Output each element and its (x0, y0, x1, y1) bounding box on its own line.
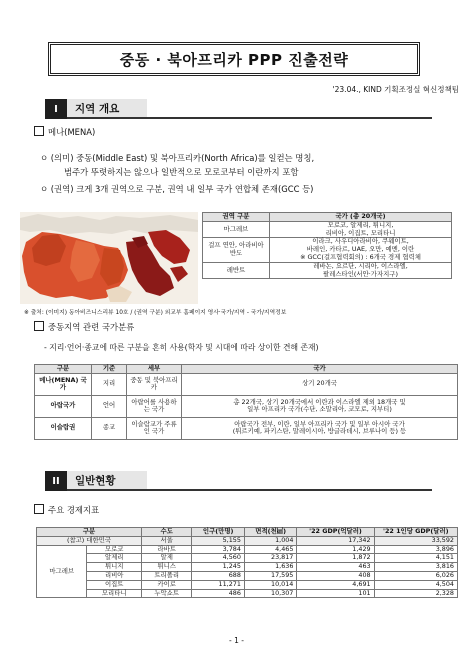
area: 10,307 (244, 589, 296, 598)
section-title: 지역 개요 (67, 99, 147, 119)
column-header: 면적(천㎢) (244, 528, 296, 537)
country-name: (참고) 대한민국 (37, 536, 142, 545)
gdp-per-capita: 6,026 (374, 571, 457, 580)
gdp-per-capita: 2,328 (374, 589, 457, 598)
region-countries: 이라크, 사우디아라비아, 쿠웨이트, 바레인, 카타르, UAE, 오만, 예멘, 이란 ※ GCC(걸프협력회의) : 6개국 경제 협력체 (270, 238, 452, 262)
area: 4,465 (244, 545, 296, 554)
gdp: 4,691 (297, 580, 374, 589)
table-row (35, 373, 458, 395)
section-number: II (45, 471, 67, 491)
section-title: 일반현황 (67, 471, 147, 491)
capital: 트리폴리 (141, 571, 191, 580)
table-row (37, 563, 458, 572)
classification-table (34, 364, 458, 440)
classification-detail: 이슬람교가 주류인 국가 (127, 417, 182, 439)
table-row (37, 554, 458, 563)
column-header: 세부 (127, 365, 182, 374)
country-name: 알제리 (87, 554, 142, 563)
region-name: 걸프 연안, 아라비아 반도 (203, 238, 270, 262)
classification-name: 아랍국가 (35, 395, 92, 417)
bullet-meaning-line2: 범주가 뚜렷하지는 않으나 일반적으로 모로코부터 이란까지 포함 (64, 167, 299, 177)
area: 10,014 (244, 580, 296, 589)
bullet-region: ㅇ (권역) 크게 3개 권역으로 구분, 권역 내 일부 국가 연합체 존재(GCC 등) (40, 184, 314, 194)
classification-basis: 지리 (92, 373, 127, 395)
group-name: 마그레브 (37, 545, 87, 598)
capital: 튀니스 (141, 563, 191, 572)
region-table (202, 212, 452, 279)
area: 23,817 (244, 554, 296, 563)
capital: 라바트 (141, 545, 191, 554)
table-row (203, 221, 452, 238)
column-header: '22 GDP(억달러) (297, 528, 374, 537)
capital: 알제 (141, 554, 191, 563)
mena-heading: 메나(MENA) (34, 126, 95, 139)
region-countries: 레바논, 요르단, 시리아, 이스라엘, 팔레스타인(서안·가자지구) (270, 262, 452, 279)
column-header: 구분 (35, 365, 92, 374)
table-row (37, 545, 458, 554)
country-name: 모리타니 (87, 589, 142, 598)
area: 1,004 (244, 536, 296, 545)
country-name: 이집트 (87, 580, 142, 589)
gdp-per-capita: 4,151 (374, 554, 457, 563)
section-rule (147, 489, 432, 491)
table-row (35, 395, 458, 417)
column-header: 국가 (총 20개국) (270, 213, 452, 222)
region-table-header (203, 213, 452, 222)
column-header: 국가 (182, 365, 458, 374)
gdp-per-capita: 4,504 (374, 580, 457, 589)
checkbox-icon (34, 504, 44, 514)
checkbox-icon (34, 321, 44, 331)
section-number: I (45, 99, 67, 119)
gdp: 408 (297, 571, 374, 580)
gdp: 1,429 (297, 545, 374, 554)
bullet-meaning-line1: ㅇ (의미) 중동(Middle East) 및 북아프리카(North Africa)를 일컫는 명칭, (40, 153, 315, 163)
table-row-korea (37, 536, 458, 545)
mena-region-map (20, 212, 198, 304)
gdp: 17,342 (297, 536, 374, 545)
area: 1,636 (244, 563, 296, 572)
classification-heading: 중동지역 관련 국가분류 (34, 321, 134, 334)
table-row (35, 417, 458, 439)
table-row (203, 238, 452, 262)
indicator-table-header (37, 528, 458, 537)
gdp-per-capita: 3,896 (374, 545, 457, 554)
country-name: 튀니지 (87, 563, 142, 572)
section-header-2 (45, 471, 432, 491)
capital: 카이로 (141, 580, 191, 589)
capital: 누악쇼트 (141, 589, 191, 598)
population: 1,245 (192, 563, 244, 572)
population: 486 (192, 589, 244, 598)
classification-countries: 상기 20개국 (182, 373, 458, 395)
classification-basis: 언어 (92, 395, 127, 417)
column-header: 인구(만명) (192, 528, 244, 537)
population: 11,271 (192, 580, 244, 589)
document-title: 중동 · 북아프리카 PPP 진출전략 (48, 42, 420, 76)
page-number: - 1 - (229, 636, 244, 645)
column-header: 권역 구분 (203, 213, 270, 222)
classification-countries: 아랍국가 전부, 이란, 일부 아프리카 국가 및 일부 아시아 국가 (튀르키예, 파키스탄, 말레이시아, 방글라데시, 브루나이 등) 등 (182, 417, 458, 439)
table-row (37, 580, 458, 589)
table-row (37, 571, 458, 580)
population: 688 (192, 571, 244, 580)
region-name: 레반트 (203, 262, 270, 279)
classification-basis: 종교 (92, 417, 127, 439)
area: 17,595 (244, 571, 296, 580)
country-name: 모로코 (87, 545, 142, 554)
classification-detail: 중동 및 북아프리카 (127, 373, 182, 395)
column-header: 수도 (141, 528, 191, 537)
economic-indicator-table (36, 527, 458, 598)
capital: 서울 (141, 536, 191, 545)
column-header: 구분 (37, 528, 142, 537)
indicator-heading: 주요 경제지표 (34, 504, 99, 517)
map-image (20, 212, 198, 304)
classification-countries: 총 22개국, 상기 20개국에서 이란과 이스라엘 제외 18개국 및 일부 아프리카 국가(수단, 소말리아, 코모로, 지부티) (182, 395, 458, 417)
gdp: 101 (297, 589, 374, 598)
population: 3,784 (192, 545, 244, 554)
country-name: 리비아 (87, 571, 142, 580)
region-countries: 모로코, 알제리, 튀니지, 리비아, 이집트, 모리타니 (270, 221, 452, 238)
population: 4,560 (192, 554, 244, 563)
population: 5,155 (192, 536, 244, 545)
document-meta: '23.04., KIND 기획조정실 혁신정책팀 (332, 85, 459, 94)
region-name: 마그레브 (203, 221, 270, 238)
gdp: 463 (297, 563, 374, 572)
table-row (203, 262, 452, 279)
source-note: ※ 출처: (이미지) 동아비즈니스리뷰 10호 / (권역 구분) 외교부 홈페이지 영사·국가/지역 - 국가/지역정보 (24, 310, 287, 316)
classification-subtitle: - 지리·언어·종교에 따른 구분을 혼히 사용(학자 및 시대에 따라 상이한 견해 존재) (44, 343, 319, 352)
classification-table-header (35, 365, 458, 374)
section-header-1 (45, 99, 432, 119)
gdp-per-capita: 33,592 (374, 536, 457, 545)
checkbox-icon (34, 126, 44, 136)
gdp: 1,872 (297, 554, 374, 563)
classification-detail: 아랍어를 사용하는 국가 (127, 395, 182, 417)
section-rule (147, 117, 432, 119)
column-header: 기준 (92, 365, 127, 374)
classification-name: 메나(MENA) 국가 (35, 373, 92, 395)
table-row (37, 589, 458, 598)
gdp-per-capita: 3,816 (374, 563, 457, 572)
classification-name: 이슬람권 (35, 417, 92, 439)
column-header: '22 1인당 GDP(달러) (374, 528, 457, 537)
